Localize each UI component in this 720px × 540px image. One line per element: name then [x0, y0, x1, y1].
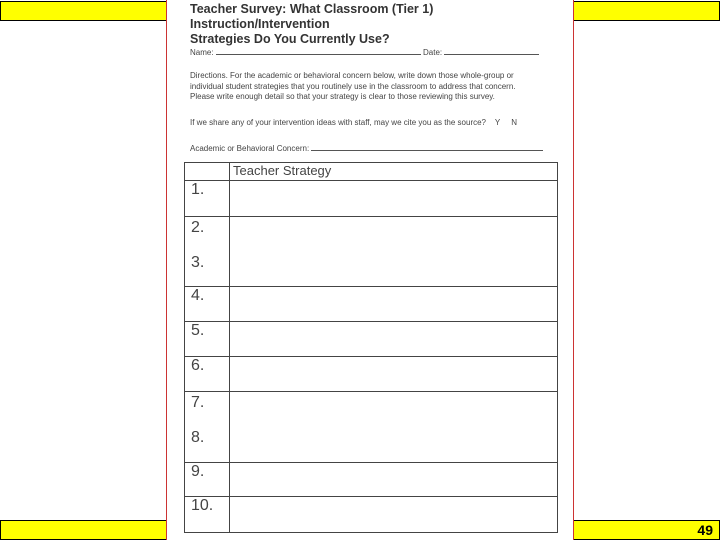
table-row — [185, 463, 558, 497]
row-number: 9. — [191, 463, 205, 480]
row-number-cell — [185, 287, 230, 322]
name-date-row — [190, 46, 539, 57]
table-row — [185, 497, 558, 533]
row-number-cell — [185, 357, 230, 392]
directions-line-3: Please write enough detail so that your strategy is clear to those reviewing this survey. — [190, 92, 495, 101]
survey-title-line-2: Strategies Do You Currently Use? — [190, 32, 390, 46]
name-label: Name: — [190, 48, 214, 57]
row-number-cell — [185, 392, 230, 463]
directions-line-1: Directions. For the academic or behavioral concern below, write down those whole-group or — [190, 71, 514, 80]
table-row — [185, 392, 558, 463]
table-row — [185, 181, 558, 217]
table-header-row — [185, 163, 558, 181]
row-number: 6. — [191, 357, 205, 374]
row-number-cell — [185, 181, 230, 217]
date-label: Date: — [423, 48, 443, 57]
row-number: 7. — [191, 394, 205, 411]
date-field[interactable] — [444, 46, 539, 55]
share-yes-option[interactable]: Y — [494, 118, 501, 127]
row-number: 8. — [191, 429, 205, 446]
strategy-cell[interactable] — [230, 181, 558, 217]
concern-field[interactable] — [311, 142, 543, 151]
strategy-cell[interactable] — [230, 497, 558, 533]
row-number: 10. — [191, 497, 214, 514]
bottom-right-yellow-band — [574, 520, 720, 540]
concern-label: Academic or Behavioral Concern: — [190, 144, 310, 153]
header-teacher-strategy: Teacher Strategy — [230, 163, 558, 181]
page-number: 49 — [697, 522, 713, 538]
table-row — [185, 322, 558, 357]
row-number: 5. — [191, 322, 205, 339]
bottom-left-yellow-band — [0, 520, 166, 540]
top-left-yellow-band — [0, 1, 166, 21]
table-row — [185, 287, 558, 322]
name-field[interactable] — [216, 46, 421, 55]
share-question-row — [190, 118, 517, 127]
strategy-cell[interactable] — [230, 217, 558, 287]
top-right-yellow-band — [574, 1, 720, 21]
row-number: 1. — [191, 181, 205, 198]
share-question: If we share any of your intervention ideas with staff, may we cite you as the source? — [190, 118, 487, 127]
survey-document — [166, 0, 574, 540]
directions — [190, 71, 560, 103]
survey-title — [190, 2, 550, 47]
row-number: 4. — [191, 287, 205, 304]
row-number-cell — [185, 322, 230, 357]
row-number-cell — [185, 217, 230, 287]
strategy-cell[interactable] — [230, 357, 558, 392]
header-number-cell — [185, 163, 230, 181]
row-number-cell — [185, 497, 230, 533]
strategy-cell[interactable] — [230, 322, 558, 357]
strategy-cell[interactable] — [230, 287, 558, 322]
row-number: 3. — [191, 254, 205, 271]
row-number-cell — [185, 463, 230, 497]
table-row — [185, 357, 558, 392]
teacher-strategy-table — [184, 162, 558, 533]
directions-line-2: individual student strategies that you routinely use in the classroom to address that concern. — [190, 81, 516, 91]
strategy-cell[interactable] — [230, 463, 558, 497]
strategy-cell[interactable] — [230, 392, 558, 463]
row-number: 2. — [191, 219, 205, 236]
table-row — [185, 217, 558, 287]
survey-title-line-1: Teacher Survey: What Classroom (Tier 1) Instruction/Intervention — [190, 2, 434, 31]
share-no-option[interactable]: N — [511, 118, 518, 127]
concern-row — [190, 142, 543, 153]
